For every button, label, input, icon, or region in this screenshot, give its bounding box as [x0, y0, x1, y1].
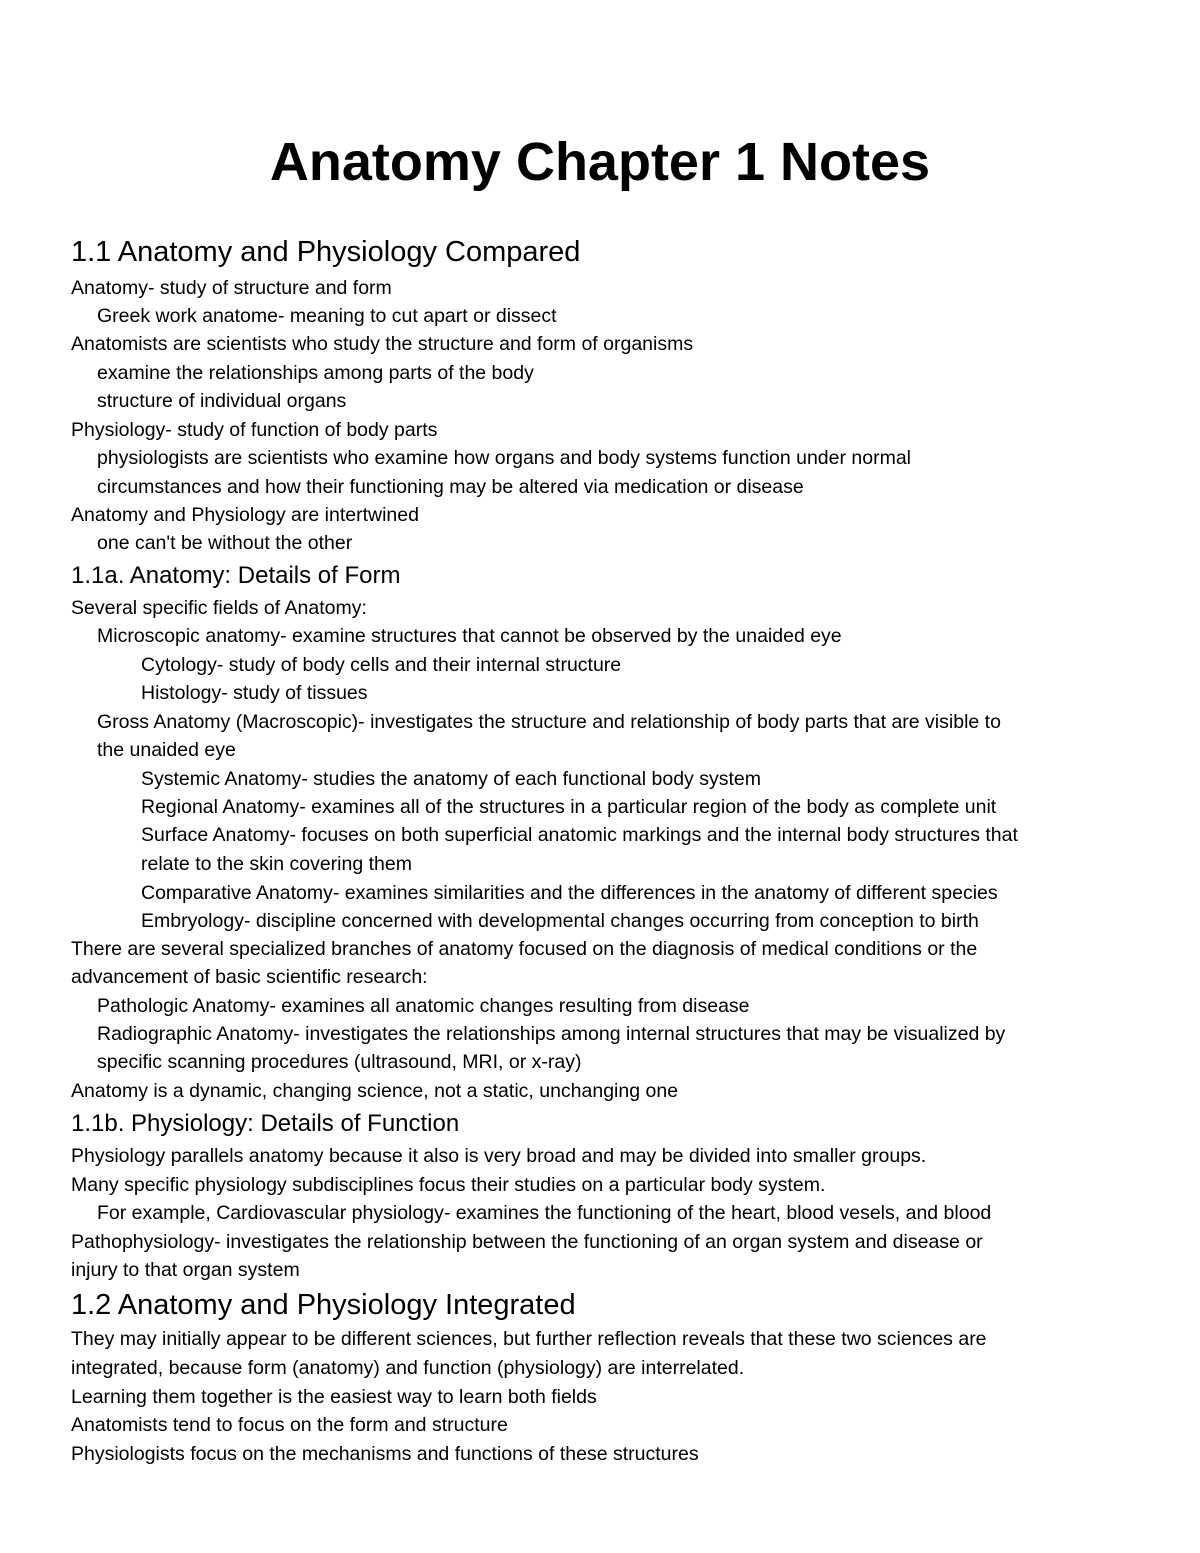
text-line: structure of individual organs [97, 390, 347, 412]
text-line: Physiology parallels anatomy because it also is very broad and may be divided into smaller groups. [71, 1145, 927, 1167]
text-line: Pathologic Anatomy- examines all anatomic changes resulting from disease [97, 995, 750, 1017]
text-line: Surface Anatomy- focuses on both superficial anatomic markings and the internal body structures that [141, 824, 1018, 846]
section-heading-1-1b: 1.1b. Physiology: Details of Function [71, 1110, 460, 1137]
text-line: Regional Anatomy- examines all of the structures in a particular region of the body as complete unit [141, 796, 997, 818]
text-line: Pathophysiology- investigates the relationship between the functioning of an organ system and disease or [71, 1231, 983, 1253]
text-line: Comparative Anatomy- examines similarities and the differences in the anatomy of different species [141, 882, 998, 904]
text-line: For example, Cardiovascular physiology- examines the functioning of the heart, blood vesels, and blood [97, 1202, 992, 1224]
text-line: Histology- study of tissues [141, 682, 368, 704]
text-line: Anatomists tend to focus on the form and structure [71, 1414, 508, 1436]
text-line: Many specific physiology subdisciplines focus their studies on a particular body system. [71, 1174, 826, 1196]
text-line: injury to that organ system [71, 1259, 300, 1281]
text-line: Gross Anatomy (Macroscopic)- investigates the structure and relationship of body parts that are visible to [97, 711, 1001, 733]
text-line: Cytology- study of body cells and their internal structure [141, 654, 622, 676]
text-line: Anatomy and Physiology are intertwined [71, 504, 419, 526]
text-line: examine the relationships among parts of the body [97, 362, 534, 384]
text-line: Learning them together is the easiest way to learn both fields [71, 1386, 597, 1408]
text-line: specific scanning procedures (ultrasound, MRI, or x-ray) [97, 1051, 582, 1073]
page-title: Anatomy Chapter 1 Notes [269, 132, 931, 192]
text-line: Radiographic Anatomy- investigates the relationships among internal structures that may be visualized by [97, 1023, 1006, 1045]
text-line: physiologists are scientists who examine how organs and body systems function under normal [97, 447, 912, 469]
text-line: Embryology- discipline concerned with developmental changes occurring from conception to birth [141, 910, 979, 932]
text-line: one can't be without the other [97, 532, 353, 554]
text-line: Anatomy is a dynamic, changing science, not a static, unchanging one [71, 1080, 679, 1102]
text-line: Microscopic anatomy- examine structures that cannot be observed by the unaided eye [97, 625, 842, 647]
section-heading-1-1a: 1.1a. Anatomy: Details of Form [71, 562, 401, 589]
section-heading-1-2: 1.2 Anatomy and Physiology Integrated [71, 1289, 576, 1321]
section-heading-1-1: 1.1 Anatomy and Physiology Compared [71, 236, 581, 268]
text-line: advancement of basic scientific research: [71, 966, 428, 988]
text-line: Physiologists focus on the mechanisms and functions of these structures [71, 1443, 699, 1465]
text-line: Several specific fields of Anatomy: [71, 597, 367, 619]
text-line: Greek work anatome- meaning to cut apart or dissect [97, 305, 557, 327]
text-line: the unaided eye [97, 739, 236, 761]
text-line: There are several specialized branches of anatomy focused on the diagnosis of medical conditions or the [71, 938, 978, 960]
text-line: Anatomists are scientists who study the structure and form of organisms [71, 333, 694, 355]
text-line: They may initially appear to be different sciences, but further reflection reveals that these two sciences are [71, 1328, 987, 1350]
text-line: Systemic Anatomy- studies the anatomy of each functional body system [141, 768, 761, 790]
text-line: Anatomy- study of structure and form [71, 277, 392, 299]
text-line: circumstances and how their functioning may be altered via medication or disease [97, 476, 804, 498]
text-line: Physiology- study of function of body parts [71, 419, 438, 441]
text-line: integrated, because form (anatomy) and function (physiology) are interrelated. [71, 1357, 745, 1379]
text-line: relate to the skin covering them [141, 853, 412, 875]
